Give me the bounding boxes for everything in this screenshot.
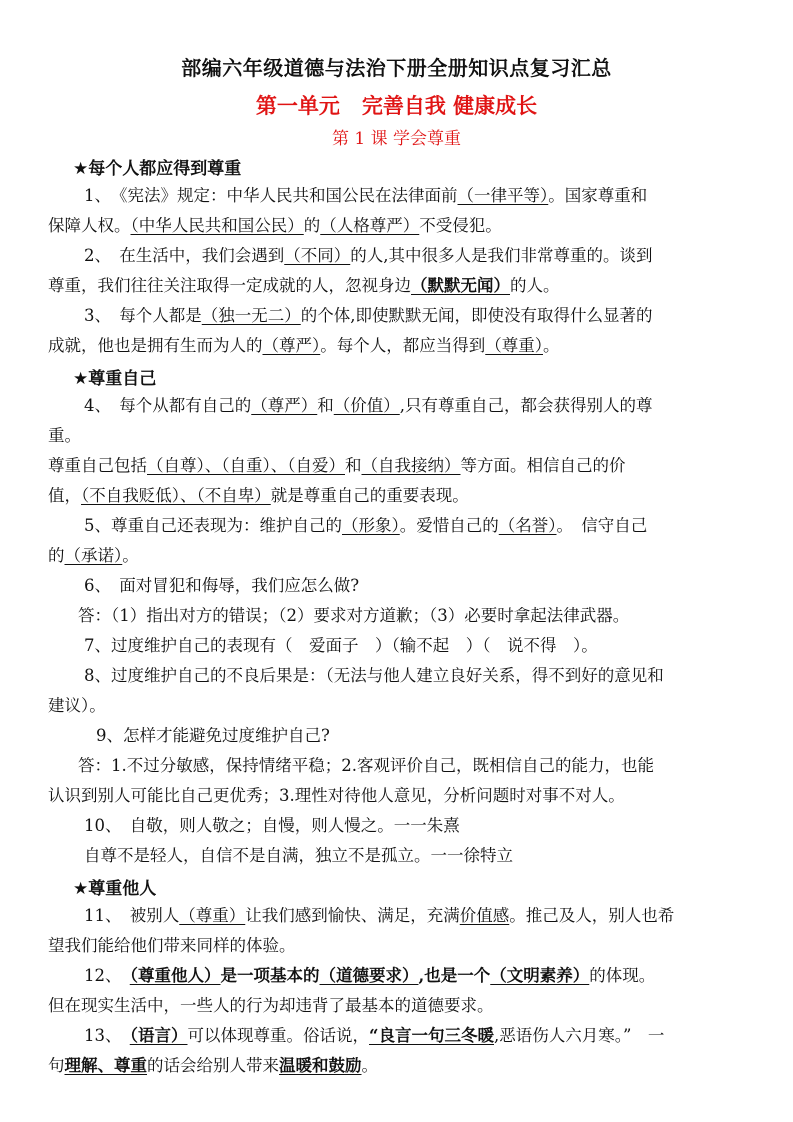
item-10-line-1: 10、 自敬，则人敬之；自慢，则人慢之。一一朱熹 (84, 816, 460, 835)
item-3-line-1: 3、 每个人都是（独一无二）的个体,即使默默无闻，即使没有取得什么显著的 (84, 306, 653, 325)
item-10-line-2: 自尊不是轻人，自信不是自满，独立不是孤立。一一徐特立 (84, 846, 513, 865)
unit-name: 完善自我 健康成长 (361, 94, 538, 118)
item-2-line-2: 尊重，我们往往关注取得一定成就的人，忽视身边（默默无闻）的人。 (48, 276, 560, 295)
item-4-line-3: 尊重自己包括（自尊）、（自重）、（自爱）和（自我接纳）等方面。相信自己的价 (48, 456, 626, 475)
unit-heading (0, 90, 793, 120)
item-4-line-4: 值，（不自我贬低）、（不自卑）就是尊重自己的重要表现。 (48, 486, 469, 505)
item-9-answer-line-2: 认识到别人可能比自己更优秀；3.理性对待他人意见，分析问题时对事不对人。 (48, 786, 625, 805)
section-heading-3: ★尊重他人 (73, 879, 157, 899)
item-8-line-2: 建议）。 (48, 696, 106, 715)
item-5-line-1: 5、尊重自己还表现为：维护自己的（形象）。爱惜自己的（名誉）。 信守自己 (84, 516, 648, 535)
unit-label: 第一单元 (255, 94, 340, 118)
item-12-line-2: 但在现实生活中，一些人的行为却违背了最基本的道德要求。 (48, 996, 494, 1015)
item-1-line-1: 1、 《宪法》规定：中华人民共和国公民在法律面前（一律平等）。国家尊重和 (84, 186, 648, 205)
item-2-line-1: 2、 在生活中，我们会遇到（不同）的人,其中很多人是我们非常尊重的。谈到 (84, 246, 653, 265)
item-13-line-2: 句理解、尊重的话会给别人带来温暖和鼓励。 (48, 1056, 378, 1075)
lesson-heading: 第 1 课 学会尊重 (331, 129, 462, 149)
item-9-question: 9、怎样才能避免过度维护自己? (96, 726, 330, 745)
item-8-line-1: 8、过度维护自己的不良后果是：（无法与他人建立良好关系，得不到好的意见和 (84, 666, 664, 685)
item-6-answer: 答：（1）指出对方的错误；（2）要求对方道歉；（3）必要时拿起法律武器。 (78, 606, 630, 625)
item-7: 7、过度维护自己的表现有（ 爱面子 ）（输不起 ）（ 说不得 ）。 (84, 636, 598, 655)
item-3-line-2: 成就，他也是拥有生而为人的（尊严）。每个人，都应当得到（尊重）。 (48, 336, 560, 355)
item-12-line-1: 12、 （尊重他人）是一项基本的（道德要求）,也是一个（文明素养）的体现。 (84, 966, 656, 985)
item-9-answer-line-1: 答：1.不过分敏感，保持情绪平稳；2.客观评价自己，既相信自己的能力，也能 (78, 756, 654, 775)
section-heading-2: ★尊重自己 (73, 369, 157, 389)
item-4-line-2: 重。 (48, 426, 81, 445)
item-11-line-2: 望我们能给他们带来同样的体验。 (48, 936, 296, 955)
item-6-question: 6、 面对冒犯和侮辱，我们应怎么做? (84, 576, 360, 595)
item-1-line-2: 保障人权。（中华人民共和国公民）的（人格尊严）不受侵犯。 (48, 216, 502, 235)
item-4-line-1: 4、 每个从都有自己的（尊严）和（价值）,只有尊重自己，都会获得别人的尊 (84, 396, 653, 415)
item-5-line-2: 的（承诺）。 (48, 546, 139, 565)
item-13-line-1: 13、 （语言）可以体现尊重。俗话说，“良言一句三冬暖,恶语伤人六月寒。” 一 (84, 1026, 665, 1045)
document-title: 部编六年级道德与法治下册全册知识点复习汇总 (181, 56, 612, 80)
section-heading-1: ★每个人都应得到尊重 (73, 159, 242, 179)
item-11-line-1: 11、 被别人（尊重）让我们感到愉快、满足，充满价值感。推己及人，别人也希 (84, 906, 675, 925)
